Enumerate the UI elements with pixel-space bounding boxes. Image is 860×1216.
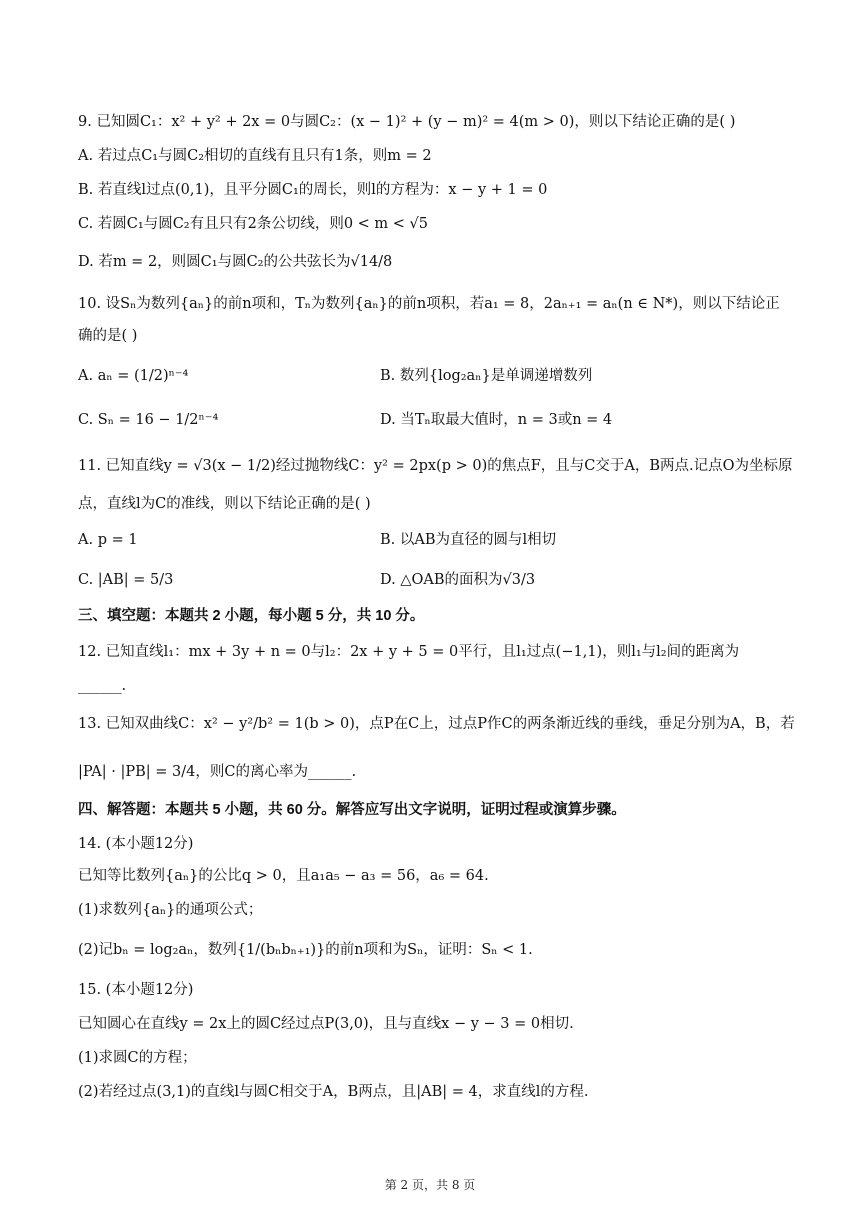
q10-option-d: D. 当Tₙ取最大值时，n = 3或n = 4 xyxy=(380,412,613,428)
q10-stem-line1: 10. 设Sₙ为数列{aₙ}的前n项和，Tₙ为数列{aₙ}的前n项积，若a₁ = 8，2aₙ₊₁ = aₙ(n ∈ N*)，则以下结论正 xyxy=(78,296,780,312)
q11-option-a: A. p = 1 xyxy=(78,532,138,548)
q14-stem: 已知等比数列{aₙ}的公比q > 0，且a₁a₅ − a₃ = 56，a₆ = 64. xyxy=(78,868,489,884)
q10-stem-line2: 确的是( ) xyxy=(78,328,138,344)
q15-title: 15. (本小题12分) xyxy=(78,982,194,998)
q9-option-d: D. 若m = 2，则圆C₁与圆C₂的公共弦长为√14/8 xyxy=(78,254,393,270)
q10-option-c: C. Sₙ = 16 − 1/2ⁿ⁻⁴ xyxy=(78,412,219,428)
q9-option-c: C. 若圆C₁与圆C₂有且只有2条公切线，则0 < m < √5 xyxy=(78,216,429,232)
q12-line2: ______. xyxy=(78,678,127,694)
q14-part1: (1)求数列{aₙ}的通项公式； xyxy=(78,902,263,918)
q15-part2: (2)若经过点(3,1)的直线l与圆C相交于A，B两点，且|AB| = 4，求直线l的方程. xyxy=(78,1084,589,1100)
q12-line1: 12. 已知直线l₁：mx + 3y + n = 0与l₂：2x + y + 5 = 0平行，且l₁过点(−1,1)，则l₁与l₂间的距离为 xyxy=(78,644,740,660)
q9-option-b: B. 若直线l过点(0,1)，且平分圆C₁的周长，则l的方程为：x − y + 1 = 0 xyxy=(78,182,548,198)
q11-option-d: D. △OAB的面积为√3/3 xyxy=(380,572,536,588)
q10-option-b: B. 数列{log₂aₙ}是单调递增数列 xyxy=(380,368,593,384)
q9-stem: 9. 已知圆C₁：x² + y² + 2x = 0与圆C₂：(x − 1)² + (y − m)² = 4(m > 0)，则以下结论正确的是( ) xyxy=(78,114,736,130)
q13-line2: |PA| · |PB| = 3/4，则C的离心率为______. xyxy=(78,764,357,780)
q14-part2: (2)记bₙ = log₂aₙ，数列{1/(bₙbₙ₊₁)}的前n项和为Sₙ，证明：Sₙ < 1. xyxy=(78,942,533,958)
q14-title: 14. (本小题12分) xyxy=(78,836,194,852)
section-3-heading: 三、填空题：本题共 2 小题，每小题 5 分，共 10 分。 xyxy=(78,608,425,624)
q15-part1: (1)求圆C的方程； xyxy=(78,1050,197,1066)
q10-option-a: A. aₙ = (1/2)ⁿ⁻⁴ xyxy=(78,368,189,384)
page-footer: 第 2 页，共 8 页 xyxy=(384,1178,476,1192)
q11-stem-line2: 点，直线l为C的准线，则以下结论正确的是( ) xyxy=(78,496,371,512)
q15-stem: 已知圆心在直线y = 2x上的圆C经过点P(3,0)，且与直线x − y − 3 = 0相切. xyxy=(78,1016,574,1032)
section-4-heading: 四、解答题：本题共 5 小题，共 60 分。解答应写出文字说明，证明过程或演算步骤。 xyxy=(78,802,626,818)
q11-option-b: B. 以AB为直径的圆与l相切 xyxy=(380,532,557,548)
q9-option-a: A. 若过点C₁与圆C₂相切的直线有且只有1条，则m = 2 xyxy=(78,148,432,164)
q11-option-c: C. |AB| = 5/3 xyxy=(78,572,174,588)
q11-stem-line1: 11. 已知直线y = √3(x − 1/2)经过抛物线C：y² = 2px(p > 0)的焦点F，且与C交于A，B两点.记点O为坐标原 xyxy=(78,458,793,474)
q13-line1: 13. 已知双曲线C：x² − y²/b² = 1(b > 0)，点P在C上，过点P作C的两条渐近线的垂线，垂足分别为A，B，若 xyxy=(78,716,795,732)
